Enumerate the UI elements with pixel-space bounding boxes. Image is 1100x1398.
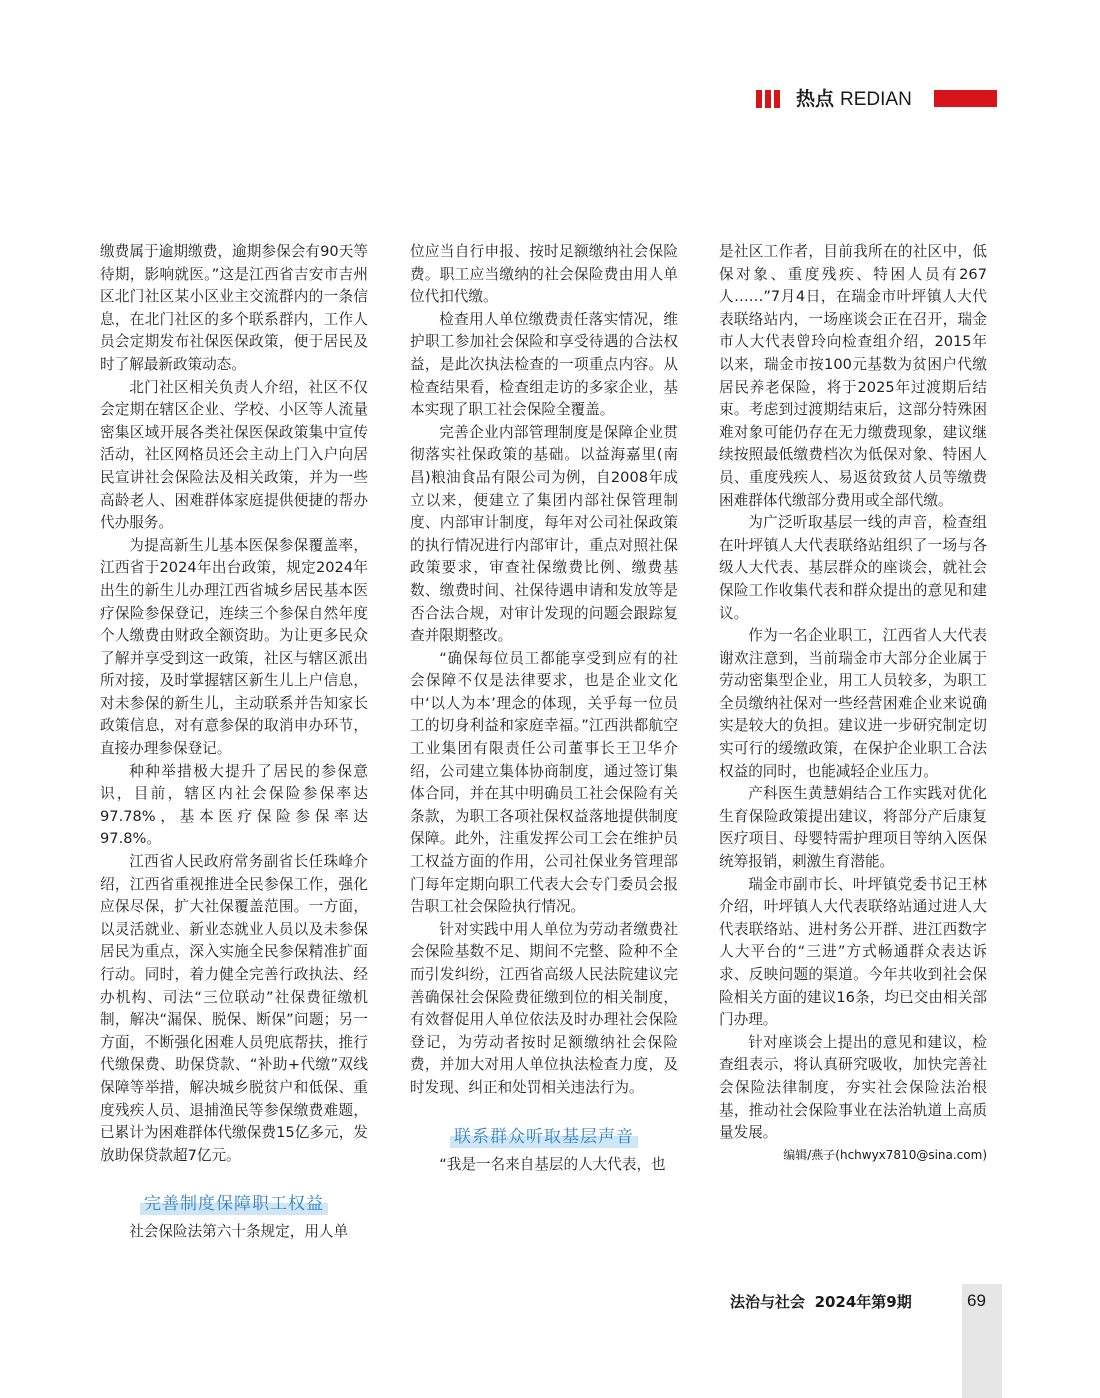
section-subheading [410,1126,678,1148]
section-title-en: REDIAN [840,89,912,110]
paragraph: 北门社区相关负责人介绍，社区不仅会定期在辖区企业、学校、小区等人流量密集区域开展各类社保医保政策集中宣传活动，社区网格员还会主动上门入户向居民宣讲社会保险法及相关政策，并为一些高龄老人、困难群体家庭提供便捷的帮办代办服务。 [100,378,368,532]
section-title-cn: 热点 [796,88,835,110]
paragraph: 位应当自行申报、按时足额缴纳社会保险费。职工应当缴纳的社会保险费由用人单位代扣代缴。 [410,243,678,306]
text-column-3 [719,241,987,1163]
paragraph: 社会保险法第六十条规定，用人单 [129,1223,349,1241]
paragraph: 瑞金市副市长、叶坪镇党委书记王林介绍，叶坪镇人大代表联络站通过进人大代表联络站、进村务公开群、进江西数字人大平台的“三进”方式畅通群众表达诉求、反映问题的渠道。今年共收到社会保险相关方面的建议16条，均已交由相关部门办理。 [719,875,987,1029]
section-title [796,88,912,111]
paragraph: 缴费属于逾期缴费，逾期参保会有90天等待期，影响就医。”这是江西省吉安市吉州区北门社区某小区业主交流群内的一条信息，在北门社区的多个联系群内，工作人员会定期发布社保医保政策，便于居民及时了解最新政策动态。 [100,243,368,373]
paragraph: 检查用人单位缴费责任落实情况，维护职工参加社会保险和享受待遇的合法权益，是此次执法检查的一项重点内容。从检查结果看，检查组走访的多家企业，基本实现了职工社会保险全覆盖。 [410,310,678,419]
text-column-1 [100,241,368,1244]
paragraph: 为广泛听取基层一线的声音，检查组在叶坪镇人大代表联络站组织了一场与各级人大代表、基层群众的座谈会，就社会保险工作收集代表和群众提出的意见和建议。 [719,514,987,622]
section-subheading [100,1193,368,1215]
paragraph: 完善企业内部管理制度是保障企业贯彻落实社保政策的基础。以益海嘉里(南昌)粮油食品有限公司为例，自2008年成立以来，便建立了集团内部社保管理制度、内部审计制度，每年对公司社保政策的执行情况进行内部审计，重点对照社保政策要求，审查社保缴费比例、缴费基数、缴费时间、社保待遇申请和发放等是否合法合规，对审计发现的问题会跟踪复查并限期整改。 [410,423,678,645]
editor-credit: 编辑/燕子(hchwyx7810@sina.com) [783,1147,987,1162]
paragraph: 江西省人民政府常务副省长任珠峰介绍，江西省重视推进全民参保工作，强化应保尽保，扩大社保覆盖范围。一方面，以灵活就业、新业态就业人员以及未参保居民为重点，深入实施全民参保精准扩面行动。同时，着力健全完善行政执法、经办机构、司法“三位联动”社保费征缴机制，解决“漏保、脱保、断保”问题；另一方面，不断强化困难人员兜底帮扶，推行代缴保费、助保贷款、“补助+代缴”双线保障等举措，解决城乡脱贫户和低保、重度残疾人员、退捕渔民等参保缴费难题，已累计为困难群体代缴保费15亿多元，发放助保贷款超7亿元。 [100,853,368,1164]
page-number: 69 [967,1291,986,1310]
page-footer [730,1292,912,1312]
section-header [756,88,996,110]
header-red-bar [934,90,997,107]
paragraph: 种种举措极大提升了居民的参保意识，目前，辖区内社会保险参保率达97.78%，基本医疗保险参保率达97.8%。 [100,762,368,848]
paragraph: 作为一名企业职工，江西省人大代表谢欢注意到，当前瑞金市大部分企业属于劳动密集型企业，用工人员较多，为职工全员缴纳社保对一些经营困难企业来说确实是较大的负担。建议进一步研究制定切实可行的缓缴政策，在保护企业职工合法权益的同时，也能减轻企业压力。 [719,627,987,780]
subheading-text: 联系群众听取基层声音 [450,1126,638,1148]
paragraph: 是社区工作者，目前我所在的社区中，低保对象、重度残疾、特困人员有267人……”7月4日，在瑞金市叶坪镇人大代表联络站内，一场座谈会正在召开，瑞金市人大代表曾玲向检查组介绍，2015年以来，瑞金市按100元基数为贫困户代缴居民养老保险，将于2025年过渡期后结束。考虑到过渡期结束后，这部分特殊困难对象可能仍存在无力缴费现象，建议继续按照最低缴费档次为低保对象、特困人员、重度残疾人、易返贫致贫人员等缴费困难群体代缴部分费用或全部代缴。 [719,243,987,509]
text-column-2 [410,241,678,1176]
paragraph: 针对实践中用人单位为劳动者缴费社会保险基数不足、期间不完整、险种不全而引发纠纷，江西省高级人民法院建议完善确保社会保险费征缴到位的相关制度，有效督促用人单位依法及时办理社会保险登记，为劳动者按时足额缴纳社会保险费，并加大对用人单位执法检查力度，及时发现、纠正和处罚相关违法行为。 [410,920,678,1096]
subheading-text: 完善制度保障职工权益 [140,1193,328,1215]
paragraph: 针对座谈会上提出的意见和建议，检查组表示，将认真研究吸收，加快完善社会保险法律制度，夯实社会保险法治根基，推动社会保险事业在法治轨道上高质量发展。 [719,1033,987,1142]
magazine-name: 法治与社会 [730,1293,806,1311]
paragraph: “确保每位员工都能享受到应有的社会保障不仅是法律要求，也是企业文化中‘以人为本’理念的体现，关乎每一位员工的切身利益和家庭幸福。”江西洪都航空工业集团有限责任公司董事长王卫华介绍，公司建立集体协商制度，通过签订集体合同，并在其中明确员工社会保险有关条款，为职工各项社保权益落地提供制度保障。此外，注重发挥公司工会在维护员工权益方面的作用，公司社保业务管理部门每年定期向职工代表大会专门委员会报告职工社会保险执行情况。 [410,649,678,916]
paragraph: 产科医生黄慧娟结合工作实践对优化生育保险政策提出建议，将部分产后康复医疗项目、母婴特需护理项目等纳入医保统筹报销，刺激生育潜能。 [719,785,987,871]
paragraph: “我是一名来自基层的人大代表，也 [439,1155,666,1173]
paragraph: 为提高新生儿基本医保参保覆盖率，江西省于2024年出台政策，规定2024年出生的新生儿办理江西省城乡居民基本医疗保险参保登记，连续三个参保自然年度个人缴费由财政全额资助。为让更多民众了解并享受到这一政策，社区与辖区派出所对接，及时掌握辖区新生儿上户信息，对未参保的新生儿，主动联系并告知家长政策信息，对有意参保的取消申办环节，直接办理参保登记。 [100,536,368,758]
issue-label: 2024年第9期 [814,1293,912,1311]
